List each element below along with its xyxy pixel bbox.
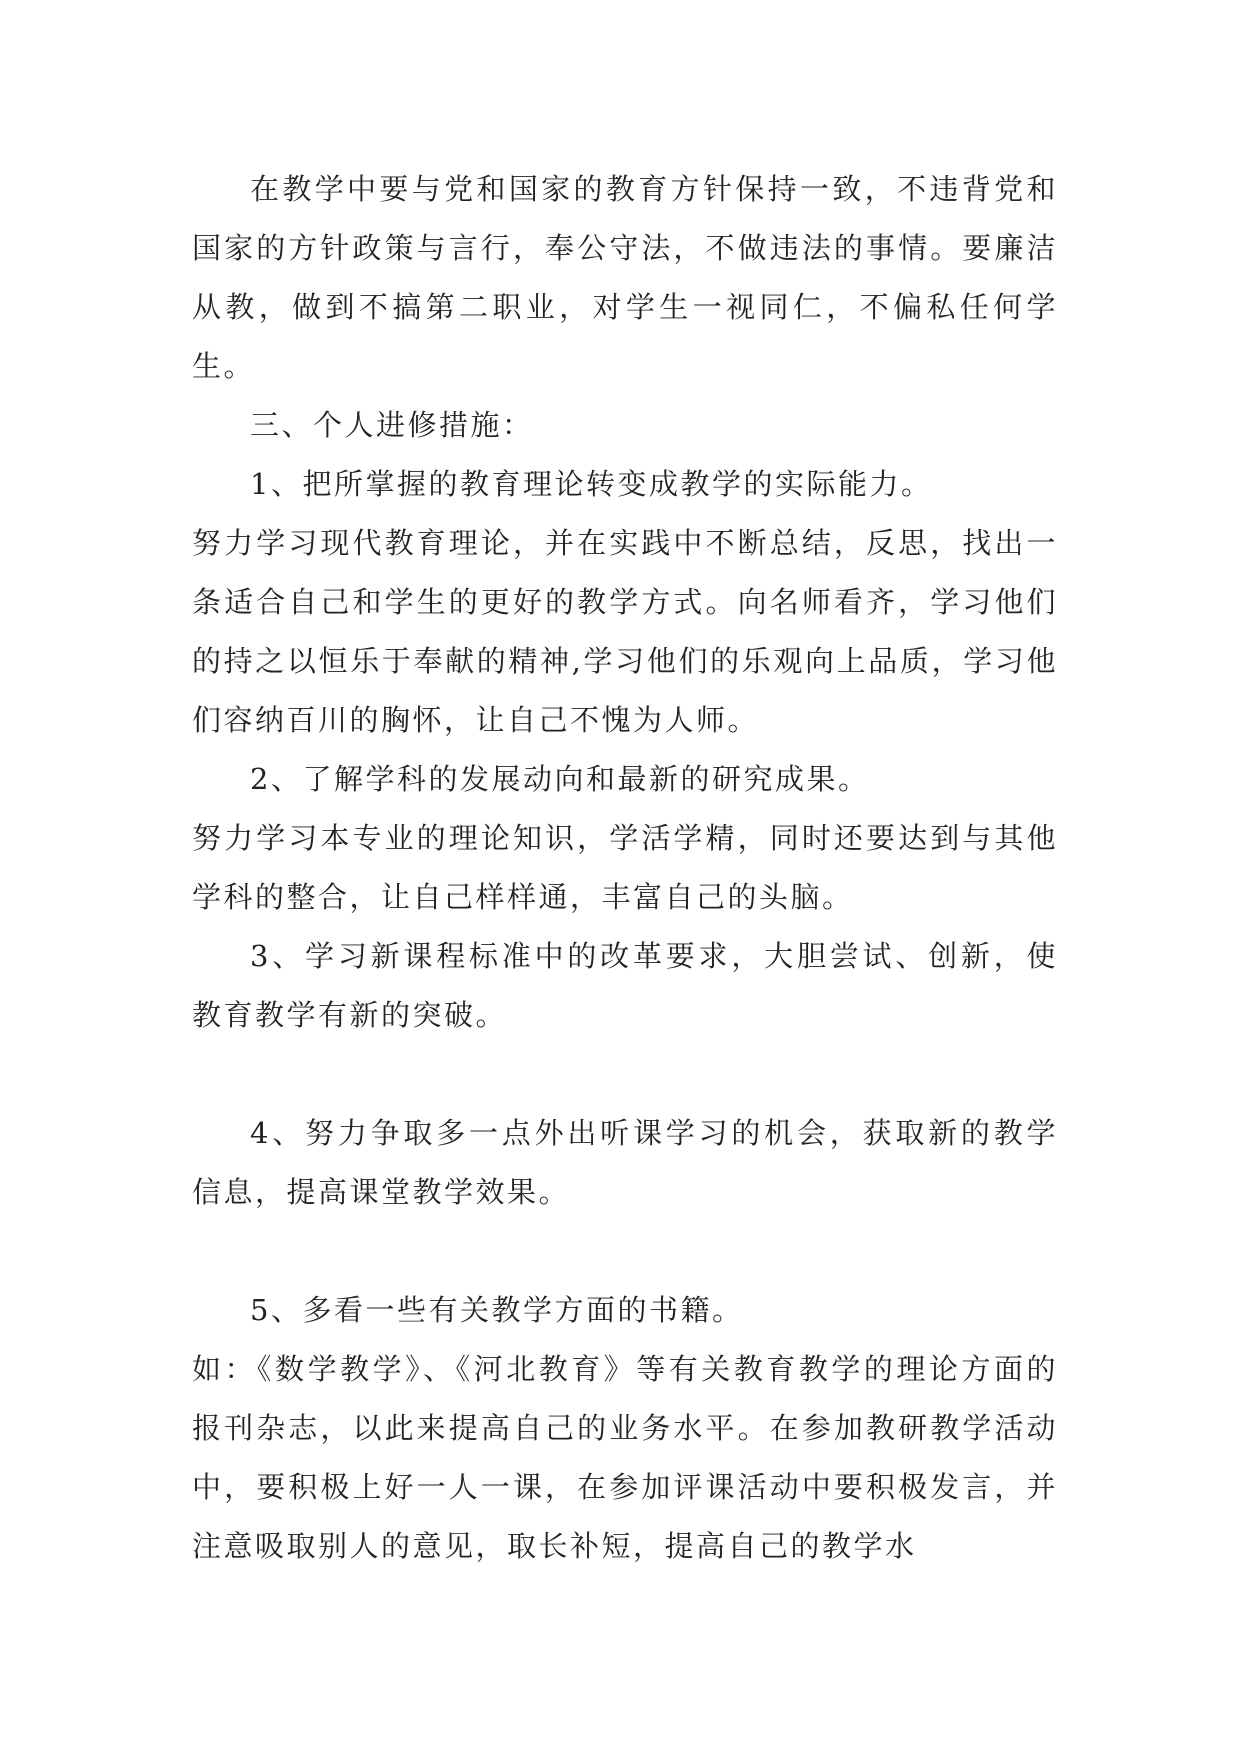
item-2-heading: 2、了解学科的发展动向和最新的研究成果。 [250, 762, 870, 796]
item-3: 3、学习新课程标准中的改革要求，大胆尝试、创新，使教育教学有新的突破。 [192, 939, 1058, 1032]
item-4: 4、努力争取多一点外出听课学习的机会，获取新的教学信息，提高课堂教学效果。 [192, 1116, 1058, 1209]
item-1-body: 努力学习现代教育理论，并在实践中不断总结，反思，找出一条适合自己和学生的更好的教学方式。向名师看齐，学习他们的持之以恒乐于奉献的精神,学习他们的乐观向上品质，学习他们容纳百川的胸怀，让自己不愧为人师。 [192, 526, 1058, 737]
paragraph-teaching-policy: 在教学中要与党和国家的教育方针保持一致，不违背党和国家的方针政策与言行，奉公守法，不做违法的事情。要廉洁从教，做到不搞第二职业，对学生一视同仁，不偏私任何学生。 [192, 172, 1058, 383]
section-heading-personal-study: 三、个人进修措施： [250, 408, 534, 442]
item-2-body: 努力学习本专业的理论知识，学活学精，同时还要达到与其他学科的整合，让自己样样通，丰富自己的头脑。 [192, 821, 1058, 914]
item-5-body: 如：《数学教学》、《河北教育》等有关教育教学的理论方面的报刊杂志，以此来提高自己的业务水平。在参加教研教学活动中，要积极上好一人一课，在参加评课活动中要积极发言，并注意吸取别人的意见，取长补短，提高自己的教学水 [192, 1352, 1058, 1563]
item-5-heading: 5、多看一些有关教学方面的书籍。 [250, 1293, 744, 1327]
document-body [192, 160, 1058, 1576]
item-1-heading: 1、把所掌握的教育理论转变成教学的实际能力。 [250, 467, 933, 501]
